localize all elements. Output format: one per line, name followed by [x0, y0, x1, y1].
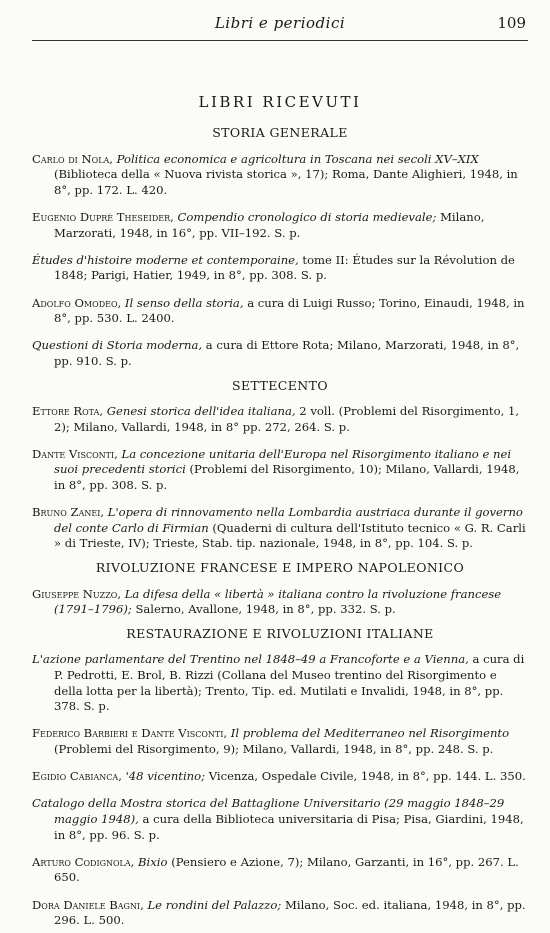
bibliography-entry: [32, 338, 528, 369]
entry-author: Dante Visconti,: [32, 446, 118, 461]
entry-details: a cura di Luigi Russo; Torino, Einaudi, 1948, in 8°, pp. 530. L. 2400.: [54, 295, 525, 326]
bibliography-entry: [32, 210, 528, 241]
entry-title: Genesi storica dell'idea italiana,: [106, 404, 296, 419]
entry-author: Adolfo Omodeo,: [32, 295, 122, 310]
section-title: RIVOLUZIONE FRANCESE E IMPERO NAPOLEONICO: [95, 560, 465, 576]
entry-title: Politica economica e agricoltura in Toscana nei secoli XV–XIX: [116, 151, 479, 166]
running-title: Libri e periodici: [214, 14, 346, 32]
entry-details: Vicenza, Ospedale Civile, 1948, in 8°, pp. 144. L. 350.: [208, 769, 526, 784]
entry-author: Arturo Codignola,: [32, 854, 135, 869]
entry-title: Compendio cronologico di storia medievale;: [177, 209, 437, 224]
bibliography-entry: [32, 152, 528, 199]
bibliography-entry: [32, 726, 528, 757]
entry-author: Eugenio Duprè Theseider,: [32, 209, 174, 224]
bibliography-entry: [32, 796, 528, 843]
section-title: RESTAURAZIONE E RIVOLUZIONI ITALIANE: [126, 625, 434, 641]
entry-details: (Problemi del Risorgimento, 9); Milano, Vallardi, 1948, in 8°, pp. 248. S. p.: [54, 741, 494, 756]
bibliography-entry: [32, 652, 528, 714]
entry-author: Egidio Cabianca,: [32, 769, 122, 784]
entry-details: 2 voll. (Problemi del Risorgimento, 1, 2); Milano, Vallardi, 1948, in 8° pp. 272, 264. S. p.: [54, 404, 520, 434]
bibliography-entry: [32, 404, 528, 435]
section-title: SETTECENTO: [232, 377, 328, 393]
bibliography-entry: [32, 587, 528, 618]
bibliography-entry: [32, 855, 528, 886]
bibliography-entry: [32, 296, 528, 327]
bibliography-entry: [32, 898, 528, 929]
entry-title: La difesa della « libertà » italiana contro la rivoluzione francese (1791–1796);: [54, 586, 502, 617]
entry-author: Dora Daniele Bagni,: [32, 897, 144, 912]
entry-details: (Pensiero e Azione, 7); Milano, Garzanti, in 16°, pp. 267. L. 650.: [54, 854, 519, 885]
entry-details: (Biblioteca della « Nuova rivista storica », 17); Roma, Dante Alighieri, 1948, in 8°, pp. 172. L. 420.: [54, 167, 518, 197]
entry-title: Questioni di Storia moderna,: [32, 338, 203, 353]
entry-author: Bruno Zanei,: [32, 505, 105, 520]
bibliography-entry: [32, 769, 528, 785]
entry-title: Il problema del Mediterraneo nel Risorgimento: [230, 726, 510, 741]
entry-author: Giuseppe Nuzzo,: [32, 586, 122, 601]
entry-title: '48 vicentino;: [125, 769, 206, 784]
entry-author: Carlo di Nola,: [32, 151, 113, 166]
book-page: [32, 0, 528, 933]
bibliography-entry: [32, 505, 528, 552]
entry-details: tome II: Études sur la Révolution de 1848; Parigi, Hatier, 1949, in 8°, pp. 308. S. p.: [54, 252, 515, 283]
entry-author: Ettore Rota,: [32, 404, 104, 419]
bibliography-entry: [32, 447, 528, 494]
section-settecento: [32, 378, 528, 553]
running-head: [32, 10, 528, 41]
bibliography-entry: [32, 253, 528, 284]
entry-title: Études d'histoire moderne et contemporaine,: [32, 252, 299, 267]
page-number: 109: [497, 14, 526, 32]
section-restaurazione: [32, 626, 528, 929]
section-rivoluzione-francese: [32, 560, 528, 618]
entry-details: Milano, Soc. ed. italiana, 1948, in 8°, pp. 296. L. 500.: [54, 897, 526, 928]
entry-details: a cura della Biblioteca universitaria di Pisa; Pisa, Giardini, 1948, in 8°, pp. 96. S. p.: [54, 811, 524, 842]
entry-title: Catalogo della Mostra storica del Battaglione Universitario (29 maggio 1848–29 maggio 1948),: [32, 796, 505, 826]
entry-details: Salerno, Avallone, 1948, in 8°, pp. 332. S. p.: [135, 602, 396, 617]
entry-title: Le rondini del Palazzo;: [147, 897, 282, 912]
entry-details: (Quaderni di cultura dell'Istituto tecnico « G. R. Carli » di Trieste, IV); Trieste, Stab. tip. nazionale, 1948, in 8°, pp. 104. S. p.: [54, 520, 526, 551]
entry-title: L'azione parlamentare del Trentino nel 1848–49 a Francoforte e a Vienna,: [32, 652, 469, 667]
entry-author: Federico Barbieri e Dante Visconti,: [32, 726, 228, 741]
entry-details: (Problemi del Risorgimento, 10); Milano, Vallardi, 1948, in 8°, pp. 308. S. p.: [54, 462, 520, 493]
page-title: LIBRI RICEVUTI: [198, 93, 362, 111]
entry-details: Milano, Marzorati, 1948, in 16°, pp. VII–192. S. p.: [54, 209, 485, 240]
entry-details: a cura di Ettore Rota; Milano, Marzorati, 1948, in 8°, pp. 910. S. p.: [54, 338, 520, 368]
entry-title: Il senso della storia,: [124, 295, 244, 310]
entry-details: a cura di P. Pedrotti, E. Brol, B. Rizzi (Collana del Museo trentino del Risorgimento e della lotta per la libertà); Trento, Tip. ed. Mutilati e Invalidi, 1948, in 8°, pp. 378. S. p.: [54, 652, 525, 714]
section-title: STORIA GENERALE: [212, 125, 348, 140]
entry-title: La concezione unitaria dell'Europa nel Risorgimento italiano e nei suoi precedenti storici: [54, 446, 512, 477]
entry-title: L'opera di rinnovamento nella Lombardia austriaca durante il governo del conte Carlo di Firmian: [54, 505, 523, 535]
section-storia-generale: [32, 125, 528, 370]
entry-title: Bixio: [138, 854, 168, 869]
